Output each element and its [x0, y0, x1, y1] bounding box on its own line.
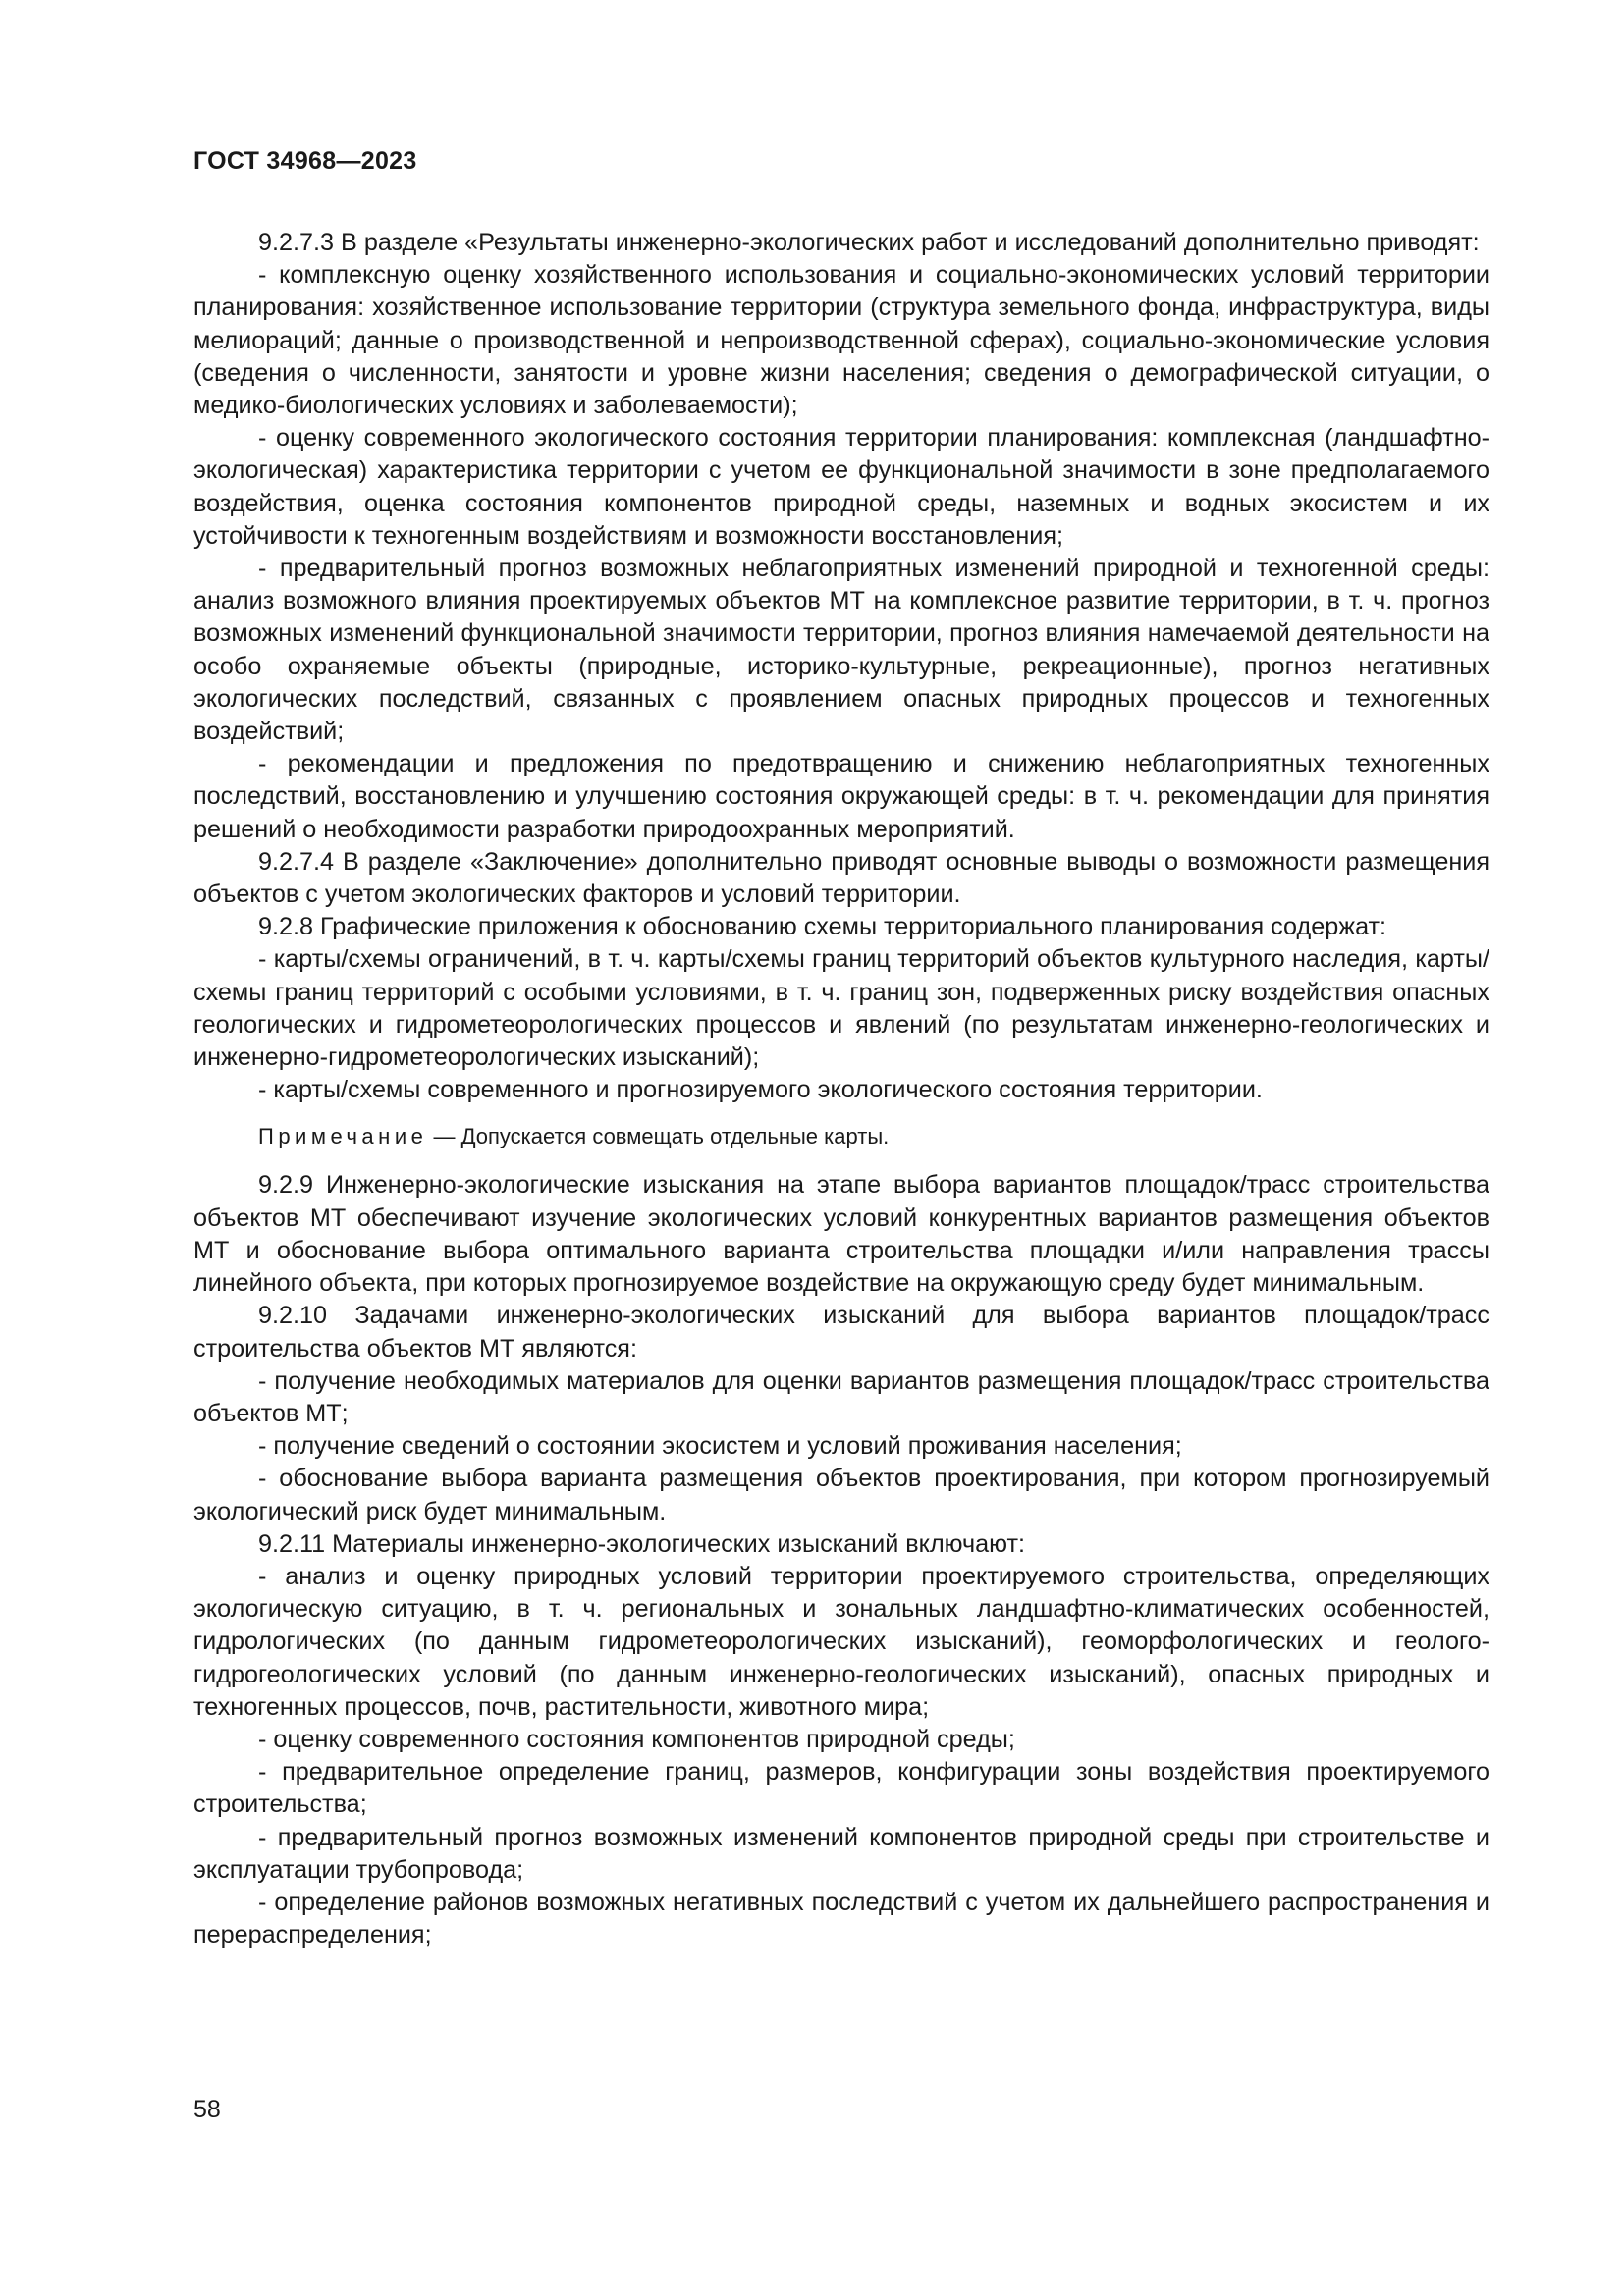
- list-item: - оценку современного экологического состояния территории планирования: комплексная (ландшафтно-экологическая) характеристика территории с учетом ее функциональной значимости в зоне предполагаемого воздействия, оценка состояния компонентов природной среды, наземных и водных экосистем и их устойчивости к техногенным воздействиям и возможности восстановления;: [193, 424, 1489, 550]
- paragraph: 9.2.7.4 В разделе «Заключение» дополнительно приводят основные выводы о возможности размещения объектов с учетом экологических факторов и условий территории.: [193, 847, 1489, 909]
- note-label: Примечание: [258, 1124, 428, 1149]
- list-item: - анализ и оценку природных условий территории проектируемого строительства, определяющих экологическую ситуацию, в т. ч. региональных и зональных ландшафтно-климатических особенностей, гидрологических (по данным гидрометеорологических изысканий), геоморфологических и геолого-гидрогеологических условий (по данным инженерно-геологических изысканий), опасных природных и техногенных процессов, почв, растительности, животного мира;: [193, 1562, 1489, 1721]
- list-item: - оценку современного состояния компонентов природной среды;: [258, 1725, 1015, 1753]
- document-body: [193, 227, 1489, 1951]
- list-item: - предварительный прогноз возможных неблагоприятных изменений природной и техногенной среды: анализ возможного влияния проектируемых объектов МТ на комплексное развитие территории, в т. ч. прогноз возможных изменений функциональной значимости территории, прогноз влияния намечаемой деятельности на особо охраняемые объекты (природные, историко-культурные, рекреационные), прогноз негативных экологических последствий, связанных с проявлением опасных природных процессов и техногенных воздействий;: [193, 555, 1489, 746]
- note-text: — Допускается совмещать отдельные карты.: [427, 1124, 890, 1149]
- page-number: 58: [193, 2096, 221, 2123]
- list-item: - получение необходимых материалов для оценки вариантов размещения площадок/трасс строительства объектов МТ;: [193, 1366, 1489, 1427]
- list-item: - комплексную оценку хозяйственного использования и социально-экономических условий территории планирования: хозяйственное использование территории (структура земельного фонда, инфраструктура, виды мелиораций; данные о производственной и непроизводственной сферах), социально-экономические условия (сведения о численности, занятости и уровне жизни населения; сведения о демографической ситуации, о медико-биологических условиях и заболеваемости);: [193, 261, 1489, 420]
- list-item: - предварительный прогноз возможных изменений компонентов природной среды при строительстве и эксплуатации трубопровода;: [193, 1823, 1489, 1884]
- page-header-doc-title: ГОСТ 34968—2023: [193, 147, 417, 175]
- note: [193, 1122, 1489, 1151]
- paragraph: 9.2.11 Материалы инженерно-экологических изысканий включают:: [258, 1529, 1026, 1558]
- paragraph: 9.2.10 Задачами инженерно-экологических изысканий для выбора вариантов площадок/трасс строительства объектов МТ являются:: [193, 1302, 1489, 1362]
- list-item: - рекомендации и предложения по предотвращению и снижению неблагоприятных техногенных последствий, восстановлению и улучшению состояния окружающей среды: в т. ч. рекомендации для принятия решений о необходимости разработки природоохранных мероприятий.: [193, 750, 1489, 843]
- list-item: - обоснование выбора варианта размещения объектов проектирования, при котором прогнозируемый экологический риск будет минимальным.: [193, 1465, 1489, 1525]
- list-item: - получение сведений о состоянии экосистем и условий проживания населения;: [258, 1432, 1182, 1461]
- list-item: - предварительное определение границ, размеров, конфигурации зоны воздействия проектируемого строительства;: [193, 1758, 1489, 1819]
- list-item: - карты/схемы ограничений, в т. ч. карты/схемы границ территорий объектов культурного наследия, карты/схемы границ территорий с особыми условиями, в т. ч. границ зон, подверженных риску воздействия опасных геологических и гидрометеорологических процессов и явлений (по результатам инженерно-геологических и инженерно-гидрометеорологических изысканий);: [193, 945, 1489, 1072]
- list-item: - карты/схемы современного и прогнозируемого экологического состояния территории.: [258, 1076, 1263, 1104]
- paragraph: 9.2.7.3 В разделе «Результаты инженерно-экологических работ и исследований дополнительно приводят:: [258, 229, 1480, 256]
- paragraph: 9.2.9 Инженерно-экологические изыскания на этапе выбора вариантов площадок/трасс строительства объектов МТ обеспечивают изучение экологических условий конкурентных вариантов размещения объектов МТ и обоснование выбора оптимального варианта строительства площадки и/или направления трассы линейного объекта, при которых прогнозируемое воздействие на окружающую среду будет минимальным.: [193, 1171, 1489, 1298]
- list-item: - определение районов возможных негативных последствий с учетом их дальнейшего распространения и перераспределения;: [193, 1888, 1489, 1949]
- paragraph: 9.2.8 Графические приложения к обоснованию схемы территориального планирования содержат:: [258, 913, 1387, 941]
